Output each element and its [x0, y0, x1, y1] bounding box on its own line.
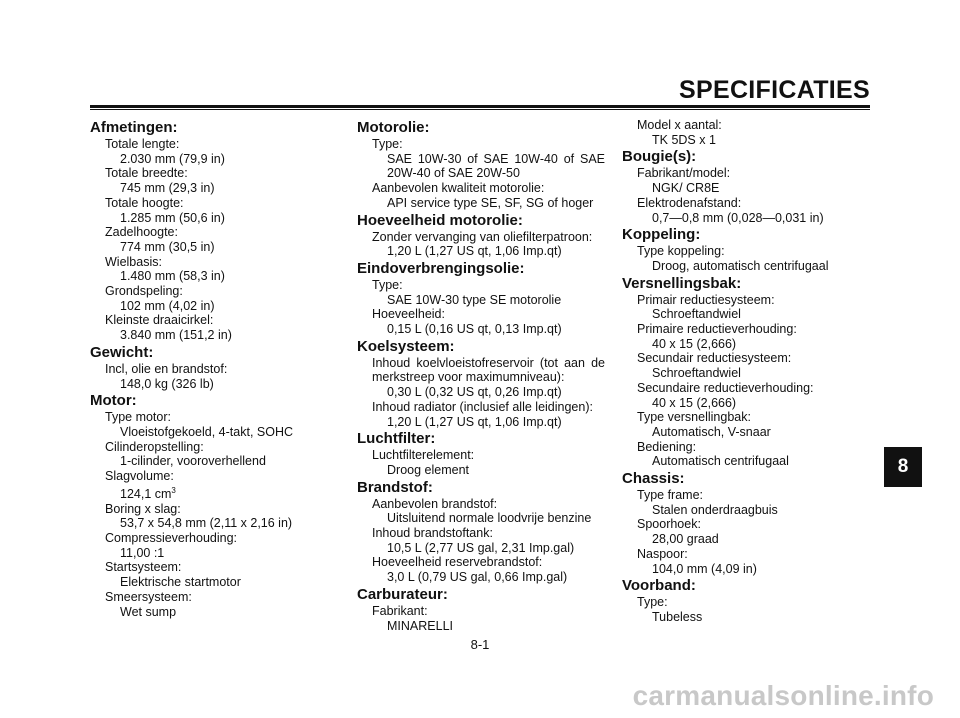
column-3: [622, 118, 872, 625]
spec-value: 745 mm (29,3 in): [120, 181, 215, 196]
spec-value: 2.030 mm (79,9 in): [120, 151, 225, 166]
section-heading: Luchtfilter:: [357, 430, 436, 448]
spec-value: 102 mm (4,02 in): [120, 298, 215, 313]
spec-label: Fabrikant/model:: [637, 166, 731, 181]
page-title: SPECIFICATIES: [679, 76, 870, 104]
watermark: carmanualsonline.info: [632, 680, 934, 711]
spec-value: 0,7—0,8 mm (0,028—0,031 in): [652, 210, 824, 225]
header-rule-thin: [90, 109, 870, 110]
spec-value: 3,0 L (0,79 US gal, 0,66 Imp.gal): [387, 570, 568, 585]
spec-label: Elektrodenafstand:: [637, 195, 742, 210]
spec-value: Stalen onderdraagbuis: [652, 502, 778, 517]
spec-label: Type:: [372, 137, 403, 151]
spec-label: Totale breedte:: [105, 166, 188, 181]
section-heading: Carburateur:: [357, 585, 448, 603]
spec-label: Inhoud radiator (inclusief alle leidingen):: [372, 399, 593, 414]
spec-label: Hoeveelheid:: [372, 307, 445, 322]
spec-label: Type frame:: [637, 488, 703, 503]
spec-value: Automatisch centrifugaal: [652, 454, 789, 469]
spec-value: Schroeftandwiel: [652, 307, 741, 322]
section-heading: Afmetingen:: [90, 119, 178, 136]
section-heading: Hoeveelheid motorolie:: [357, 211, 523, 229]
spec-value: Tubeless: [652, 609, 703, 624]
section-heading: Voorband:: [622, 577, 696, 595]
spec-value: 3.840 mm (151,2 in): [120, 328, 232, 343]
spec-value: API service type SE, SF, SG of hoger: [387, 195, 594, 210]
spec-value: Vloeistofgekoeld, 4-takt, SOHC: [120, 424, 293, 439]
spec-value: Elektrische startmotor: [120, 575, 241, 590]
section-heading: Bougie(s):: [622, 148, 697, 166]
spec-value: 148,0 kg (326 lb): [120, 376, 214, 391]
spec-value: 53,7 x 54,8 mm (2,11 x 2,16 in): [120, 516, 293, 531]
spec-label: Totale lengte:: [105, 137, 180, 151]
spec-label: Kleinste draaicirkel:: [105, 313, 214, 328]
spec-label: Secundaire reductieverhouding:: [637, 380, 814, 395]
spec-label: Zonder vervanging van oliefilterpatroon:: [372, 229, 593, 244]
spec-value: 1.285 mm (50,6 in): [120, 210, 225, 225]
spec-value: 11,00 :1: [120, 545, 165, 560]
spec-label: Startsysteem:: [105, 560, 182, 575]
spec-value: 0,30 L (0,32 US qt, 0,26 Imp.qt): [387, 385, 562, 400]
spec-value: Wet sump: [120, 604, 177, 619]
spec-value: 28,00 graad: [652, 532, 719, 547]
spec-label: Wielbasis:: [105, 254, 162, 269]
section-heading: Koelsysteem:: [357, 337, 455, 355]
spec-label: Inhoud koelvloeistofreservoir (tot aan de: [372, 355, 605, 370]
spec-value: Schroeftandwiel: [652, 366, 741, 381]
spec-label: Grondspeling:: [105, 284, 183, 299]
spec-label: Type motor:: [105, 410, 171, 425]
spec-label: Luchtfilterelement:: [372, 448, 475, 463]
spec-value: 1.480 mm (58,3 in): [120, 269, 225, 284]
section-heading: Motorolie:: [357, 119, 430, 136]
spec-value: 20W-40 of SAE 20W-50: [387, 166, 520, 181]
spec-value: SAE 10W-30 type SE motorolie: [387, 292, 562, 307]
spec-label: Zadelhoogte:: [105, 225, 178, 240]
spec-label: Smeersysteem:: [105, 589, 192, 604]
spec-value: NGK/ CR8E: [652, 181, 720, 196]
section-heading: Koppeling:: [622, 226, 701, 244]
spec-label: Incl, olie en brandstof:: [105, 361, 228, 376]
spec-value: 104,0 mm (4,09 in): [652, 561, 757, 576]
spec-value: Droog, automatisch centrifugaal: [652, 258, 829, 273]
spec-label: Naspoor:: [637, 546, 688, 561]
section-heading: Brandstof:: [357, 478, 433, 496]
spec-value: MINARELLI: [387, 618, 453, 633]
spec-label: Aanbevolen brandstof:: [372, 496, 498, 511]
spec-value: Droog element: [387, 462, 469, 477]
spec-value: 40 x 15 (2,666): [652, 336, 737, 351]
spec-label: Inhoud brandstoftank:: [372, 526, 493, 541]
section-heading: Chassis:: [622, 470, 685, 488]
spec-label: Totale hoogte:: [105, 195, 184, 210]
spec-label: Fabrikant:: [372, 603, 428, 618]
spec-label: merkstreep voor maximumniveau):: [372, 370, 565, 385]
spec-label: Aanbevolen kwaliteit motorolie:: [372, 181, 545, 196]
spec-value: 1-cilinder, vooroverhellend: [120, 454, 266, 469]
chapter-tab[interactable]: 8: [884, 447, 922, 487]
spec-value: [90, 484, 325, 502]
spec-label: Secundair reductiesysteem:: [637, 351, 792, 366]
spec-value: 1,20 L (1,27 US qt, 1,06 Imp.qt): [387, 414, 562, 429]
spec-label: Primaire reductieverhouding:: [637, 322, 797, 337]
spec-value: 40 x 15 (2,666): [652, 395, 737, 410]
spec-value: 10,5 L (2,77 US gal, 2,31 Imp.gal): [387, 540, 575, 555]
spec-label: Type:: [637, 595, 668, 610]
spec-label: Spoorhoek:: [637, 517, 701, 532]
spec-value: SAE 10W-30 of SAE 10W-40 of SAE: [387, 151, 605, 166]
spec-label: Boring x slag:: [105, 501, 181, 516]
spec-value: 1,20 L (1,27 US qt, 1,06 Imp.qt): [387, 244, 562, 259]
spec-value: Automatisch, V-snaar: [652, 424, 771, 439]
page-number: 8-1: [470, 637, 490, 652]
spec-value: 0,15 L (0,16 US qt, 0,13 Imp.qt): [387, 322, 562, 337]
section-heading: Motor:: [90, 392, 137, 410]
spec-label: Slagvolume:: [105, 469, 174, 484]
spec-label: Primair reductiesysteem:: [637, 292, 775, 307]
spec-label: Type versnellingbak:: [637, 410, 751, 425]
spec-value: TK 5DS x 1: [652, 132, 716, 147]
spec-label: Type koppeling:: [637, 244, 725, 259]
section-heading: Gewicht:: [90, 343, 154, 361]
superscript: 3: [171, 485, 176, 495]
spec-label: Cilinderopstelling:: [105, 439, 204, 454]
spec-label: Compressieverhouding:: [105, 531, 238, 546]
column-1: [90, 118, 325, 619]
spec-value: 774 mm (30,5 in): [120, 239, 215, 254]
spec-label: Hoeveelheid reservebrandstof:: [372, 555, 543, 570]
spec-label: Bediening:: [637, 439, 697, 454]
section-heading: Eindoverbrengingsolie:: [357, 259, 525, 277]
column-2: [357, 118, 605, 633]
spec-label: Type:: [372, 277, 403, 292]
section-heading: Versnellingsbak:: [622, 274, 742, 292]
spec-label: Model x aantal:: [637, 118, 722, 132]
spec-value: Uitsluitend normale loodvrije benzine: [387, 511, 592, 526]
header-rule: [90, 105, 870, 108]
displacement-value: 124,1 cm: [120, 486, 172, 501]
